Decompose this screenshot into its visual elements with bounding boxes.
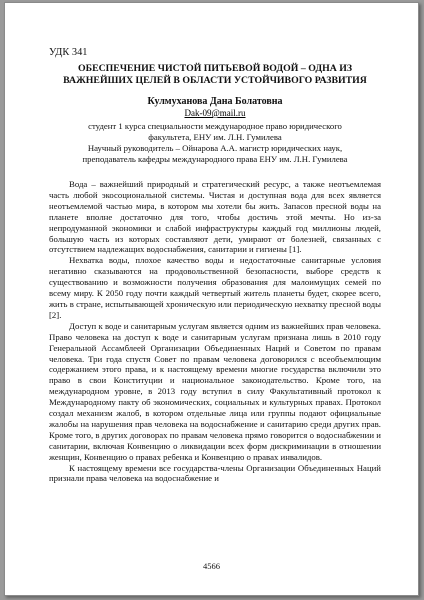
document-page bbox=[4, 2, 419, 596]
udk-code: УДК 341 bbox=[49, 47, 88, 58]
affiliation-line-2: факультета, ЕНУ им. Л.Н. Гумилева bbox=[148, 132, 282, 142]
body-paragraph-1: Вода – важнейший природный и стратегический ресурс, а также неотъемлемая часть любой экосоциональной системы. Чистая и доступная вода для всех является неотъемлемой частью мира, в котором мы хотели бы жить. Запасов пресной воды на планете вполне достаточно для того, чтобы достичь этой мечты. Но из-за непродуманной экономики и слабой инфраструктуры каждый год миллионы людей, большую часть из которых составляют дети, умирают от болезней, связанных с отсутствием надлежащих водоснабжения, санитарии и гигиены [1]. bbox=[49, 179, 381, 255]
body-paragraph-4: К настоящему времени все государства-члены Организации Объединенных Наций признали права человека на водоснабжение и bbox=[49, 462, 381, 484]
affiliation-line-1: студент 1 курса специальности международное право юридического bbox=[88, 121, 342, 131]
article-body bbox=[49, 179, 381, 484]
affiliation-line-3: Научный руководитель – Ойнарова А.А. магистр юридических наук, bbox=[87, 143, 343, 153]
page-content bbox=[49, 47, 381, 484]
author-affiliation bbox=[49, 121, 381, 165]
body-paragraph-2: Нехватка воды, плохое качество воды и недостаточные санитарные условия негативно сказываются на продовольственной безопасности, выборе средств к существованию и возможности получения образования для малоимущих семей по всему миру. К 2050 году почти каждый четвертый житель планеты будет, скорее всего, жить в стране, испытывающей хроническую или периодическую нехватку пресной воды [2]. bbox=[49, 255, 381, 320]
author-email-link[interactable]: Dak-09@mail.ru bbox=[184, 108, 246, 118]
author-name: Кулмуханова Дана Болатовна bbox=[147, 96, 283, 107]
page-number: 4566 bbox=[203, 561, 220, 571]
title-line-1: ОБЕСПЕЧЕНИЕ ЧИСТОЙ ПИТЬЕВОЙ ВОДОЙ – ОДНА ИЗ bbox=[77, 63, 353, 74]
article-title bbox=[49, 63, 381, 87]
body-paragraph-3: Доступ к воде и санитарным услугам является одним из важнейших прав человека. Право человека на доступ к воде и санитарным услугам признана лишь в 2010 году Генеральной Ассамблеей Организации Объединенных Наций и Советом по правам человека. Три года спустя Совет по правам человека договорился с всеобъемлющим содержанием этого права, и к настоящему времени многие государства включили это право в свои Конституции и национальное законодательство. Кроме того, на международном уровне, в 2013 году вступил в силу Факультативный протокол к Международному пакту об экономических, социальных и культурных правах. Протокол создал механизм жалоб, в котором отдельные лица или группы подают официальные жалобы на нарушения прав человека на водоснабжение и санитарию среди других прав. Кроме того, в других договорах по правам человека прямо говорится о водоснабжении и санитарии, включая Конвенцию о ликвидации всех форм дискриминации в отношении женщин, Конвенцию о правах ребенка и Конвенцию о правах инвалидов. bbox=[49, 320, 381, 462]
title-line-2: ВАЖНЕЙШИХ ЦЕЛЕЙ В ОБЛАСТИ УСТОЙЧИВОГО РАЗВИТИЯ bbox=[63, 75, 367, 86]
affiliation-line-4: преподаватель кафедры международного права ЕНУ им. Л.Н. Гумилева bbox=[82, 154, 348, 164]
